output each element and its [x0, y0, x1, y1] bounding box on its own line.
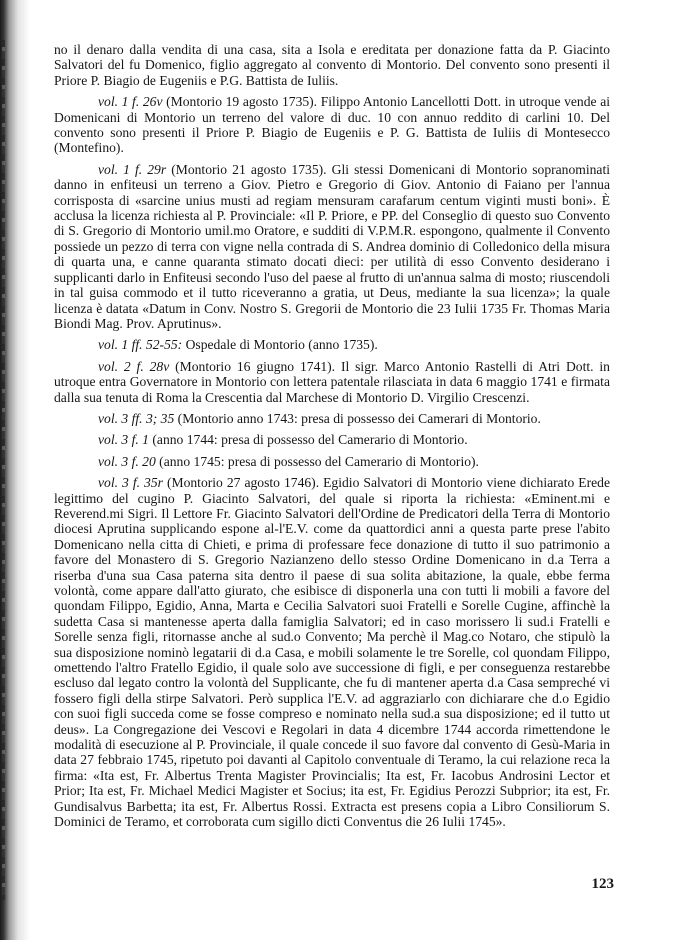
binding-edge	[0, 0, 30, 940]
paragraph	[54, 432, 610, 447]
archive-reference: vol. 1 ff. 52-55:	[98, 337, 183, 353]
paragraph-text: (Montorio 16 giugno 1741). Il sigr. Marco Antonio Rastelli di Atri Dott. in utroque entra Governatore in Montorio con lettera patentale rilasciata in data 6 maggio 1741 e firmata dalla sua tenuta di Roma la Crescentia dal Marchese di Montorio D. Virgilio Crescenzi.	[54, 358, 610, 405]
paragraph	[54, 162, 610, 331]
paragraph-text: (anno 1744: presa di possesso del Camerario di Montorio.	[148, 432, 468, 448]
paragraph	[54, 411, 610, 426]
archive-reference: vol. 1 f. 26v	[98, 94, 163, 110]
paragraph-text: Ospedale di Montorio (anno 1735).	[182, 337, 378, 353]
paragraph	[54, 475, 610, 829]
archive-reference: vol. 3 f. 20	[98, 453, 156, 469]
archive-reference: vol. 3 f. 1	[98, 432, 149, 448]
archive-reference: vol. 2 f. 28v	[98, 358, 170, 374]
paragraph	[54, 359, 610, 405]
archive-reference: vol. 3 ff. 3; 35	[98, 410, 175, 426]
paragraph	[54, 454, 610, 469]
paragraph	[54, 42, 610, 88]
paragraph-text: (Montorio 19 agosto 1735). Filippo Antonio Lancellotti Dott. in utroque vende ai Domenicani di Montorio un terreno del valore di duc. 10 con annuo reddito di carlini 10. Del convento sono presenti il Priore P. Biagio de Eugeniis e P. G. Battista de Iuliis di Montesecco (Montefino).	[54, 94, 611, 156]
paragraph-text: (Montorio anno 1743: presa di possesso dei Camerari di Montorio.	[174, 410, 541, 426]
archive-reference: vol. 1 f. 29r	[98, 161, 167, 177]
archive-reference: vol. 3 f. 35r	[98, 475, 163, 491]
paragraph-text: (Montorio 27 agosto 1746). Egidio Salvatori di Montorio viene dichiarato Erede legittimo del cugino P. Giacinto Salvatori, del quale si riporta la richiesta: «Eminent.mi e Reverend.mi Sigri. Il Lettore Fr. Giacinto Salvatori dell'Ordine de Predicatori della Terra di Montorio diocesi Aprutina supplicando espone al-l'E.V. come da quattordici anni a questa parte prese l'abito Domenicano nella citta di Chieti, e prima di professare fece donazione di tutto il suo patrimonio a favore del Monastero di S. Gregorio Nazianzeno dello stesso Ordine Domenicano in d.a Terra a riserba d'una sua Casa paterna sita dentro il paese di sua solita abitazione, la quale, ebbe ferma volontà, come appare dall'atto giurato, che esibisce di disponerla una con tutti li mobili a favore del quondam Filippo, Egidio, Anna, Marta e Cecilia Salvatori suoi Fratelli e Sorelle Cugine, affinchè la sudetta Casa si mantenesse aperta dalla famiglia Salvatori; ed in caso morissero li sud.i Fratelli e Sorelle senza figli, ritornasse anche al sud.o Convento; Ma perchè il Mag.co Notaro, che stipulò la sua disposizione nominò legatarii di d.a Casa, e mobili solamente le tre Sorelle, col quondam Filippo, omettendo l'altro Fratello Egidio, il quale solo ave successione di figli, e per conseguenza restarebbe escluso dal legato contro la volontà del Supplicante, che fu di mantener aperta d.a Casa sempreché vi fossero figli della stirpe Salvatori. Però supplica l'E.V. ad aggraziarlo con dichiarare che d.o Egidio con suoi figli succeda come se fosse compreso e nominato nella sud.a sua disposizione; ed il tutto ut deus». La Congregazione dei Vescovi e Regolari in data 4 dicembre 1744 accorda rimettendone le modalità di esecuzione al P. Provinciale, il quale concede il suo favore dal convento di Gesù-Maria in data 27 febbraio 1745, ripetuto poi davanti al Capitolo conventuale di Teramo, la cui relazione reca la firma: «Ita est, Fr. Albertus Trenta Magister Provincialis; Ita est, Fr. Iacobus Androsini Lector et Prior; Ita est, Fr. Michael Medici Magister et Socius; ita est, Fr. Egidius Perozzi Subprior; ita est, Fr. Gundisalvus Barbetta; ita est, Fr. Albertus Rossi. Extracta est presens copia a Libro Consiliorum S. Dominici de Teramo, et corroborata cum sigillo dicti Conventus die 26 Iulii 1745».	[54, 475, 610, 830]
paragraph-text: no il denaro dalla vendita di una casa, sita a Isola e ereditata per donazione fatta da P. Giacinto Salvatori del fu Domenico, figlio aggregato al convento di Montorio. Del convento sono presenti il Priore P. Biagio de Eugeniis e P.G. Battista de Iuliis.	[54, 42, 610, 88]
paragraph-text: (anno 1745: presa di possesso del Camerario di Montorio).	[155, 453, 479, 469]
paragraph-text: (Montorio 21 agosto 1735). Gli stessi Domenicani di Montorio sopranominati danno in enfiteusi un terreno a Giov. Pietro e Gregorio di Giov. Antonio di Faiano per l'annua corrisposta di «sarcine unius musti ad regiam mensuram carafarum centum viginti musti boni». È acclusa la licenza richiesta al P. Provinciale: «Il P. Priore, e PP. del Conseglio di questo suo Convento di S. Gregorio di Montorio umil.mo Oratore, e sudditi di V.P.M.R. espongono, qualmente il Convento possiede un pezzo di terra con vigne nella contrada di S. Andrea dominio di Colledonico della misura di quarta una, e canne quaranta stimato docati dieci: per utilità di esso Convento desiderano i supplicanti darlo in Enfiteusi secondo l'uso del paese al frutto di un'annua salma di mosto; riuscendoli in tal guisa commodo et il tutto riceveranno a gratia, ut Deus, mediante la sua licenza»; la quale licenza è datata «Datum in Conv. Nostro S. Gregorii de Montorio die 23 Iulii 1735 Fr. Thomas Maria Biondi Mag. Prov. Aprutinus».	[54, 161, 611, 331]
page-body	[54, 42, 610, 836]
page-number: 123	[591, 876, 614, 892]
paragraph	[54, 337, 610, 352]
paragraph	[54, 94, 610, 156]
